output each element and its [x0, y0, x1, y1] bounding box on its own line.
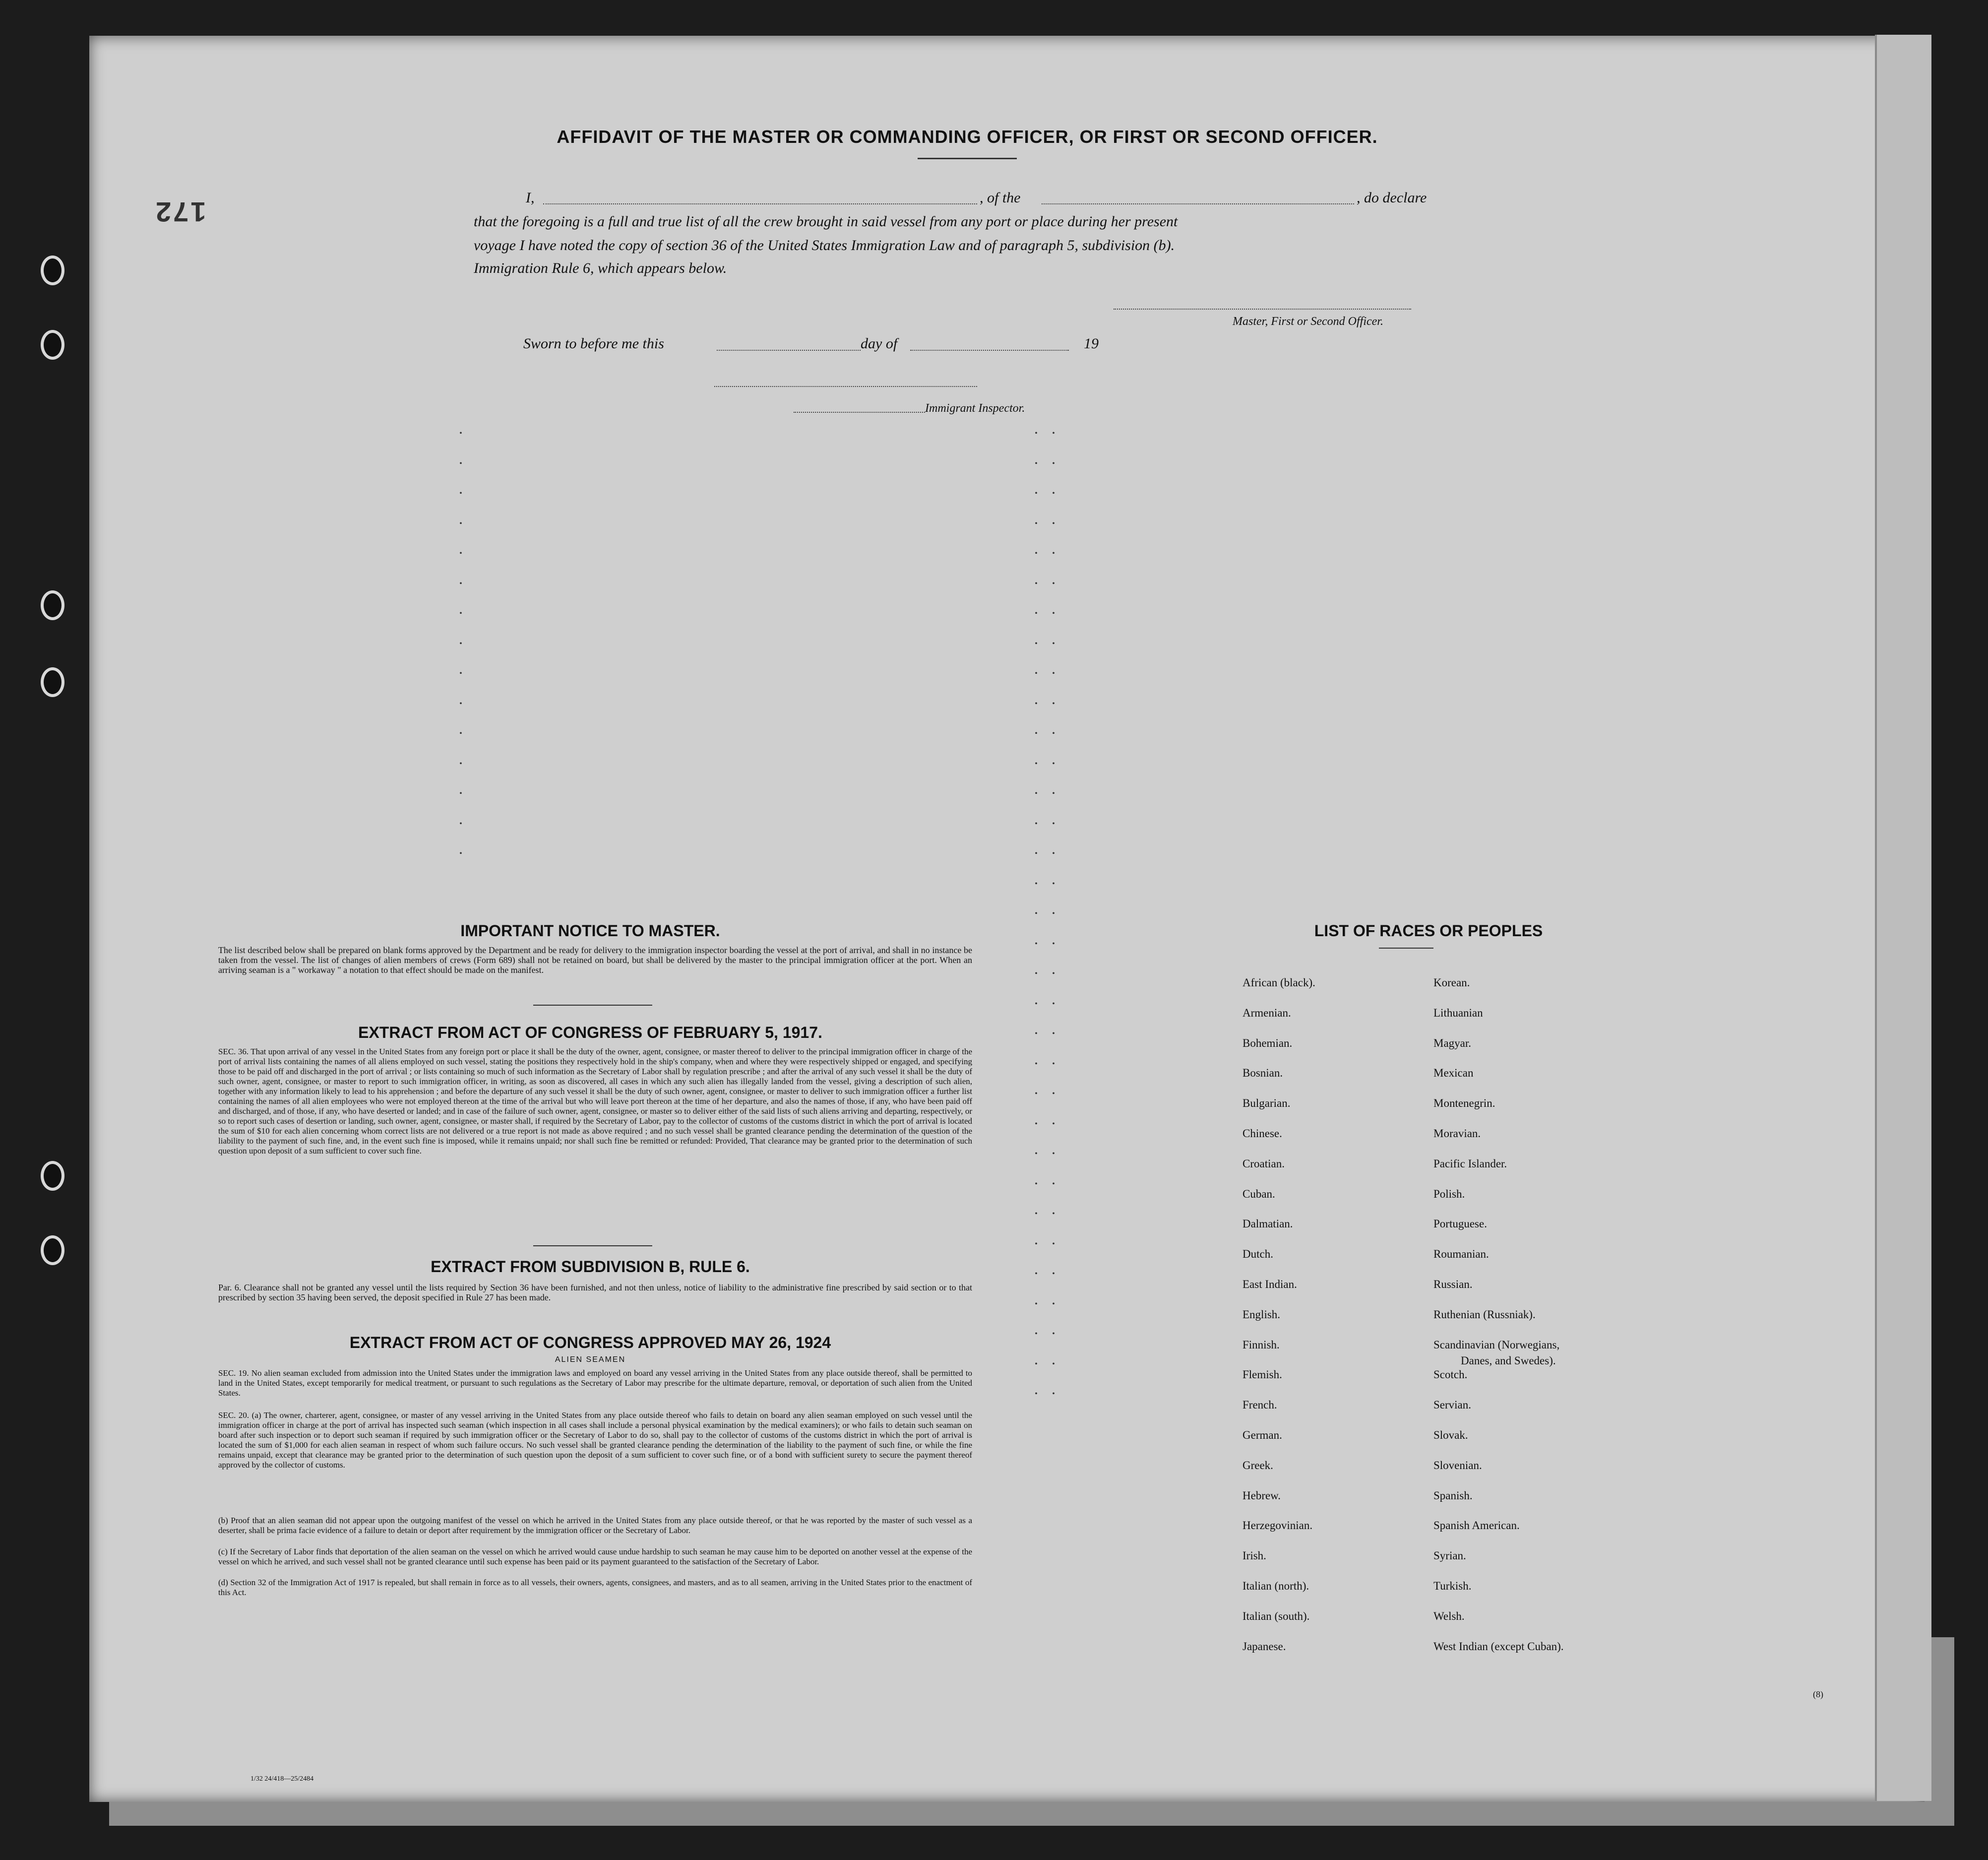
race-item: Dalmatian. — [1242, 1218, 1293, 1230]
race-item: Bosnian. — [1242, 1067, 1283, 1080]
sworn-label: Sworn to before me this — [523, 335, 664, 352]
inspector-label: Immigrant Inspector. — [925, 402, 1025, 415]
row-dot: . — [1034, 599, 1038, 617]
race-scandinavian-cont: Danes, and Swedes). — [1461, 1354, 1556, 1367]
punch-hole-icon — [41, 667, 64, 697]
race-item: Slovenian. — [1433, 1459, 1482, 1472]
row-dot: . — [459, 569, 463, 587]
row-dot: . — [1052, 1080, 1056, 1097]
race-item: West Indian (except Cuban). — [1433, 1640, 1564, 1653]
row-dot: . — [1052, 899, 1056, 917]
race-item: Croatian. — [1242, 1157, 1285, 1170]
race-item: Bohemian. — [1242, 1036, 1293, 1049]
extract-1917-text: SEC. 36. That upon arrival of any vessel in the United States from any foreign port or place it shall be the duty of the owner, agent, consignee, or master thereof to deliver to the principal immigration officer in charge of the port of arrival lists containing the names of all aliens employed on such vessel, stating the positions they respectively hold in the ship's company, when and where they were respectively shipped or engaged, and specifying those to be paid off and discharged in the port of arrival ; or lists containing so much of such information as the Secretary of Labor shall by regulation prescribe ; and after the arrival of any such vessel it shall be the duty of such owner, agent, consignee, or master to report to such immigration officer, in writing, as soon as discovered, all cases in which any such alien has illegally landed from the vessel, giving a description of such alien, together with any information likely to lead to his apprehension ; and before the departure of any such vessel it shall be the duty of such owner, agent, consignee, or master to deliver to such immigration officer a further list containing the names of all alien employees who were not employed thereon at the time of the arrival but who will leave port thereon at the time of her departure, and also the names of those, if any, who have been paid off and discharged, and of those, if any, who have deserted or landed; and in case of the failure of such owner, agent, consignee, or master so to deliver either of the said lists of such aliens arriving and departing, respectively, or so to report such cases of desertion or landing, such owner, agent, consignee, or master shall, if required by the Secretary of Labor, pay to the collector of customs of the customs district in which the port of arrival is located the sum of $10 for each alien concerning whom correct lists are not delivered or a true report is not made as above required ; and no such vessel shall be granted clearance pending the determination of the question of the liability to the payment of such fine, and, in the event such fine is imposed, while it remains unpaid; nor shall such fine be remitted or refunded: Provided, That clearance may be granted prior to the determination of such question upon deposit of a sum sufficient to cover such fine. — [218, 1047, 972, 1155]
row-dot: . — [1034, 989, 1038, 1008]
races-title: LIST OF RACES OR PEOPLES — [1314, 922, 1543, 940]
race-item: Slovak. — [1433, 1429, 1468, 1441]
row-dot: . — [459, 809, 463, 828]
row-dot: . — [459, 449, 463, 467]
row-dot: . — [1052, 1380, 1056, 1398]
row-dot: . — [1034, 1140, 1038, 1157]
race-item: Montenegrin. — [1433, 1097, 1495, 1110]
row-dot: . — [1052, 1229, 1056, 1248]
officer-signature-label: Master, First or Second Officer. — [1233, 315, 1383, 328]
race-item: Irish. — [1242, 1549, 1266, 1562]
row-dot: . — [1034, 629, 1038, 647]
extract-1924-title: EXTRACT FROM ACT OF CONGRESS APPROVED MAY 26, 1924 — [349, 1334, 831, 1351]
affidavit-line-3: voyage I have noted the copy of section 36 of the United States Immigration Law and of paragraph 5, subdivision (b). — [474, 237, 1175, 254]
row-dot: . — [1052, 659, 1056, 677]
extract-1924-sec19: SEC. 19. No alien seaman excluded from admission into the United States under the immigration laws and employed on board any vessel arriving in the United States from any place outside thereof, shall be permitted to land in the United States, except temporarily for medical treatment, or pursuant to such regulations as the Secretary of Labor may prescribe for the ultimate departure, removal, or deportation of such alien from the United States. — [218, 1368, 972, 1398]
year-label: 19 — [1084, 335, 1099, 352]
row-dot: . — [1052, 1020, 1056, 1037]
inspector-signature-line — [714, 386, 977, 387]
row-dot: . — [1034, 1200, 1038, 1218]
race-item: Japanese. — [1242, 1640, 1286, 1653]
notice-text: The list described below shall be prepared on blank forms approved by the Department and be ready for delivery to the immigration inspector boarding the vessel at the port of arrival, and shall in no instance be taken from the vessel. The list of changes of alien members of crews (Form 689) shall not be retained on board, but shall be delivered by the master to the principal immigration officer at the port. When an arriving seaman is a " workaway " a notation to that effect should be made on the manifest. — [218, 945, 972, 975]
race-item: Scandinavian (Norwegians, — [1433, 1338, 1560, 1351]
row-dot: . — [1052, 929, 1056, 948]
race-item: Cuban. — [1242, 1187, 1275, 1200]
extract-1917-title: EXTRACT FROM ACT OF CONGRESS OF FEBRUARY 5, 1917. — [358, 1024, 822, 1041]
row-dot: . — [1034, 1320, 1038, 1338]
document-page — [89, 36, 1925, 1802]
row-dot: . — [1034, 1260, 1038, 1278]
row-dot: . — [1052, 599, 1056, 617]
name-field[interactable] — [543, 203, 977, 204]
row-dot: . — [1034, 1109, 1038, 1128]
races-rule — [1379, 948, 1433, 949]
race-item: Flemish. — [1242, 1368, 1282, 1381]
row-dot: . — [1034, 1380, 1038, 1398]
row-dot: . — [1052, 479, 1056, 497]
extract-1924-sec20a: SEC. 20. (a) The owner, charterer, agent, consignee, or master of any vessel arriving in the United States from any place outside thereof who fails to detain on board any alien seaman employed on such vessel until the immigration officer in charge at the port of arrival has inspected such seaman (which inspection in all cases shall include a personal physical examination by the medical examiners); or who fails to detain such seaman on board after such inspection or to deport such seaman if required by such immigration officer or the Secretary of Labor to do so, shall pay to the collector of customs of the customs district in which the port of arrival is located the sum of $1,000 for each alien seaman in respect of whom such failure occurs. No such vessel shall be granted clearance pending the determination of the liability to the payment of such fine, or while the fine remains unpaid, except that clearance may be granted prior to the determination of such question upon the deposit of a sum sufficient to cover such fine, or of a bond with sufficient surety to secure the payment thereof approved by the collector of customs. — [218, 1411, 972, 1470]
race-item: East Indian. — [1242, 1278, 1297, 1290]
race-item: Spanish American. — [1433, 1519, 1520, 1532]
affidavit-line-4: Immigration Rule 6, which appears below. — [474, 260, 727, 276]
punch-hole-icon — [41, 1235, 64, 1265]
row-dot: . — [1034, 689, 1038, 707]
officer-signature-field[interactable] — [1114, 309, 1411, 310]
row-dot: . — [1052, 779, 1056, 797]
row-dot: . — [459, 479, 463, 497]
punch-hole-icon — [41, 1161, 64, 1191]
row-dot: . — [1034, 419, 1038, 437]
row-dot: . — [1052, 509, 1056, 527]
notice-title: IMPORTANT NOTICE TO MASTER. — [460, 922, 720, 940]
race-item: Magyar. — [1433, 1036, 1472, 1049]
row-dot: . — [1052, 960, 1056, 977]
row-dot: . — [1052, 1349, 1056, 1368]
race-item: Finnish. — [1242, 1338, 1280, 1351]
row-dot: . — [1034, 449, 1038, 467]
affidavit-line-2: that the foregoing is a full and true list of all the crew brought in said vessel from any port or place during her present — [474, 213, 1178, 230]
affidavit-heading: AFFIDAVIT OF THE MASTER OR COMMANDING OFFICER, OR FIRST OR SECOND OFFICER. — [557, 127, 1378, 147]
row-dot: . — [1034, 509, 1038, 527]
race-item: English. — [1242, 1308, 1281, 1321]
affidavit-of-the: , of the — [980, 190, 1021, 206]
punch-hole-icon — [41, 256, 64, 285]
notice-rule — [533, 1005, 652, 1006]
extract-1924-sec20c: (c) If the Secretary of Labor finds that deportation of the alien seaman on the vessel on which he arrived would cause undue hardship to such seaman he may cause him to be deported on another vessel at the expense of the vessel on which he arrived, and such vessel shall not be granted clearance until such expense has been paid or its payment guaranteed to the satisfaction of the Secretary of Labor. — [218, 1547, 972, 1566]
race-item: African (black). — [1242, 976, 1315, 989]
row-dot: . — [1034, 659, 1038, 677]
row-dot: . — [1034, 719, 1038, 737]
race-item: Korean. — [1433, 976, 1470, 989]
row-dot: . — [1052, 749, 1056, 768]
race-item: Portuguese. — [1433, 1218, 1487, 1230]
race-item: Herzegovinian. — [1242, 1519, 1313, 1532]
affidavit-i: I, — [526, 190, 535, 206]
row-dot: . — [459, 839, 463, 857]
row-dot: . — [459, 419, 463, 437]
row-dot: . — [1034, 779, 1038, 797]
row-dot: . — [1034, 1229, 1038, 1248]
race-item: Ruthenian (Russniak). — [1433, 1308, 1536, 1321]
row-dot: . — [1052, 1260, 1056, 1278]
race-item: Syrian. — [1433, 1549, 1466, 1562]
race-item: Turkish. — [1433, 1580, 1472, 1592]
row-dot: . — [1034, 960, 1038, 977]
rule-6-text: Par. 6. Clearance shall not be granted any vessel until the lists required by Section 36 have been furnished, and not then unless, notice of liability to the administrative fine prescribed by said section or to that prescribed by section 35 having been served, the deposit specified in Rule 27 has been made. — [218, 1283, 972, 1302]
race-item: Lithuanian — [1433, 1006, 1483, 1019]
row-dot: . — [1052, 719, 1056, 737]
row-dot: . — [1052, 539, 1056, 557]
row-dot: . — [459, 779, 463, 797]
row-dot: . — [1034, 869, 1038, 888]
row-dot: . — [1052, 629, 1056, 647]
heading-rule — [918, 158, 1017, 159]
extract-1924-sec20b: (b) Proof that an alien seaman did not appear upon the outgoing manifest of the vessel on which he arrived in the United States from any place outside thereof, or that he was reported by the master of such vessel as a deserter, shall be prima facie evidence of a failure to detain or deport after requirement by the immigration officer or the Secretary of Labor. — [218, 1516, 972, 1535]
row-dot: . — [459, 629, 463, 647]
row-dot: . — [1052, 1289, 1056, 1308]
row-dot: . — [1034, 749, 1038, 768]
row-dot: . — [459, 749, 463, 768]
row-dot: . — [1034, 1349, 1038, 1368]
row-dot: . — [1052, 689, 1056, 707]
row-dot: . — [1052, 869, 1056, 888]
race-item: Welsh. — [1433, 1609, 1465, 1622]
row-dot: . — [1034, 1020, 1038, 1037]
row-dot: . — [1052, 419, 1056, 437]
race-item: Scotch. — [1433, 1368, 1468, 1381]
row-dot: . — [1052, 1169, 1056, 1188]
row-dot: . — [1052, 1320, 1056, 1338]
row-dot: . — [1052, 1140, 1056, 1157]
row-dot: . — [1052, 449, 1056, 467]
row-dot: . — [1034, 1289, 1038, 1308]
vessel-field[interactable] — [1042, 203, 1354, 204]
race-item: Spanish. — [1433, 1489, 1473, 1502]
row-dot: . — [1034, 1049, 1038, 1068]
race-item: French. — [1242, 1399, 1277, 1411]
race-item: German. — [1242, 1429, 1282, 1441]
race-item: Chinese. — [1242, 1127, 1282, 1140]
row-dot: . — [1034, 479, 1038, 497]
race-item: Servian. — [1433, 1399, 1472, 1411]
row-dot: . — [1034, 1169, 1038, 1188]
page-edge-strip — [1875, 35, 1931, 1801]
race-item: Hebrew. — [1242, 1489, 1281, 1502]
stamp-number: 172 — [154, 196, 206, 228]
race-item: Italian (north). — [1242, 1580, 1309, 1592]
row-dot: . — [1052, 1109, 1056, 1128]
day-of-label: day of — [861, 335, 898, 352]
race-item: Dutch. — [1242, 1248, 1273, 1261]
row-dot: . — [1034, 809, 1038, 828]
row-dot: . — [1034, 899, 1038, 917]
punch-hole-icon — [41, 330, 64, 360]
row-dot: . — [1052, 839, 1056, 857]
row-dot: . — [459, 599, 463, 617]
row-dot: . — [1034, 1080, 1038, 1097]
row-dot: . — [1052, 1049, 1056, 1068]
row-dot: . — [459, 689, 463, 707]
race-item: Italian (south). — [1242, 1609, 1310, 1622]
extract-1924-sec20d: (d) Section 32 of the Immigration Act of 1917 is repealed, but shall remain in force as to all vessels, their owners, agents, consignees, and masters, and as to all seamen, arriving in the United States prior to the enactment of this Act. — [218, 1578, 972, 1597]
sworn-month-field[interactable] — [910, 350, 1069, 351]
row-dot: . — [459, 659, 463, 677]
row-dot: . — [1052, 809, 1056, 828]
row-dot: . — [1034, 839, 1038, 857]
race-item: Polish. — [1433, 1187, 1465, 1200]
row-dot: . — [1052, 569, 1056, 587]
race-item: Pacific Islander. — [1433, 1157, 1507, 1170]
rule-6-title: EXTRACT FROM SUBDIVISION B, RULE 6. — [431, 1258, 750, 1276]
row-dot: . — [459, 719, 463, 737]
race-item: Moravian. — [1433, 1127, 1481, 1140]
race-item: Roumanian. — [1433, 1248, 1489, 1261]
sworn-day-field[interactable] — [717, 350, 861, 351]
extract-1924-subtitle: ALIEN SEAMEN — [555, 1355, 626, 1364]
race-item: Russian. — [1433, 1278, 1473, 1290]
row-dot: . — [1034, 929, 1038, 948]
race-item: Mexican — [1433, 1067, 1474, 1080]
row-dot: . — [459, 509, 463, 527]
row-dot: . — [1034, 569, 1038, 587]
race-item: Armenian. — [1242, 1006, 1291, 1019]
row-dot: . — [459, 539, 463, 557]
affidavit-declare: , do declare — [1357, 190, 1427, 206]
row-dot: . — [1034, 539, 1038, 557]
row-dot: . — [1052, 989, 1056, 1008]
inspector-signature-field[interactable] — [794, 412, 925, 413]
punch-hole-icon — [41, 590, 64, 620]
race-item: Greek. — [1242, 1459, 1273, 1472]
corner-note: (8) — [1813, 1689, 1823, 1699]
extract-1917-rule — [533, 1245, 652, 1246]
race-item: Bulgarian. — [1242, 1097, 1291, 1110]
row-dot: . — [1052, 1200, 1056, 1218]
form-code: 1/32 24/418—25/2484 — [250, 1775, 314, 1783]
